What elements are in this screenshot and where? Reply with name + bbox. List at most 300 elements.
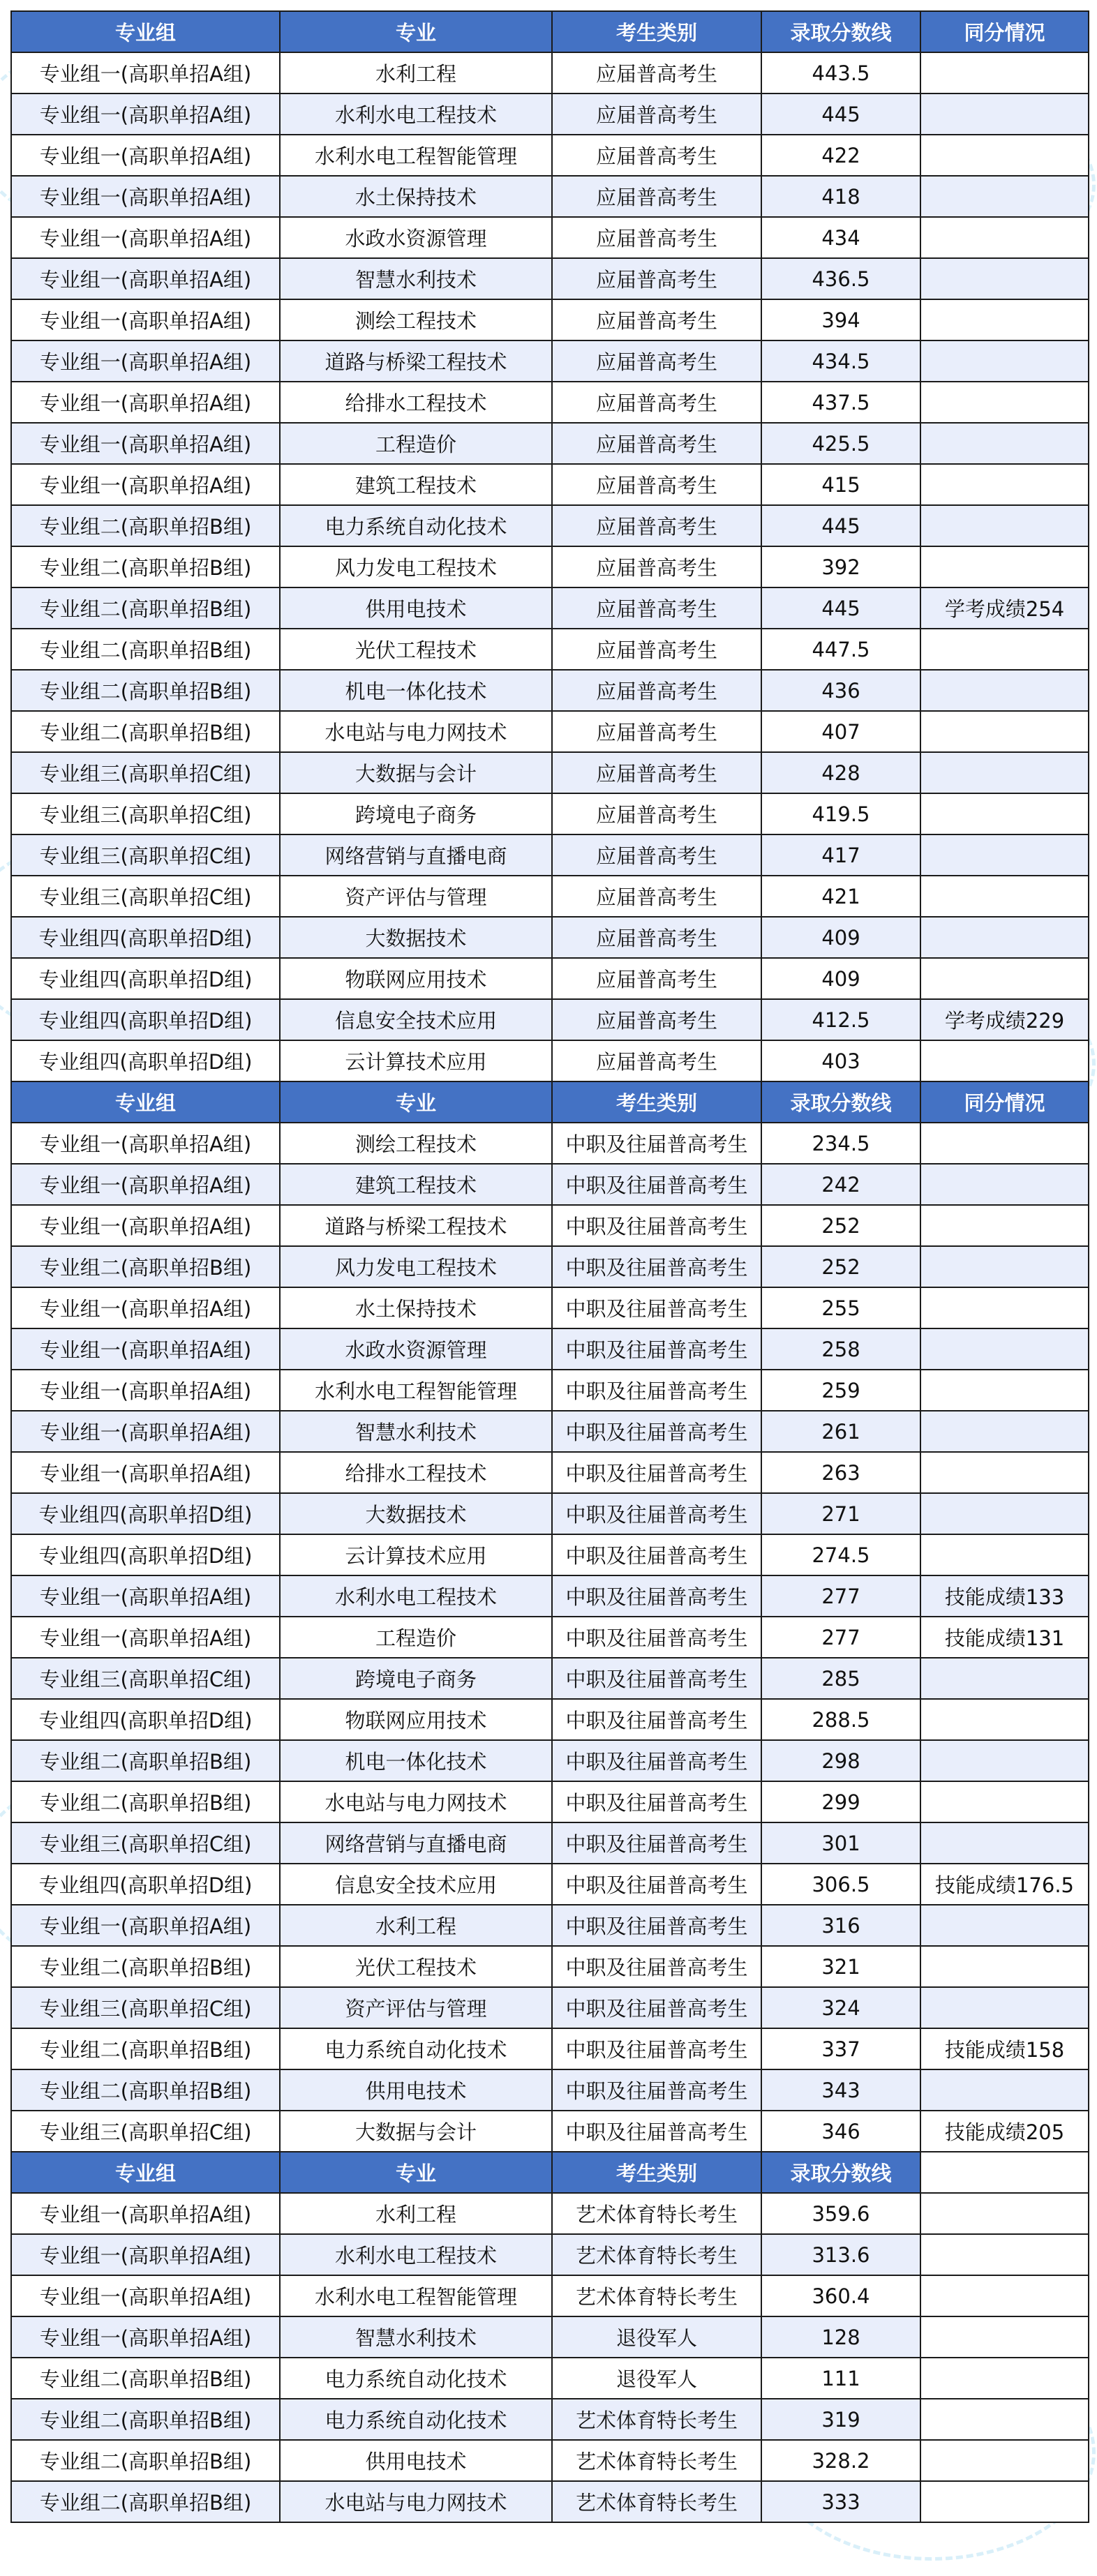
tie-cell xyxy=(920,834,1089,876)
tie-cell: 学考成绩229 xyxy=(920,999,1089,1040)
group-cell: 专业组一(高职单招A组) xyxy=(11,382,280,423)
major-cell: 智慧水利技术 xyxy=(280,258,552,299)
table-row xyxy=(11,752,1089,793)
score-cell: 301 xyxy=(761,1822,920,1864)
group-cell: 专业组二(高职单招B组) xyxy=(11,2399,280,2440)
group-cell: 专业组四(高职单招D组) xyxy=(11,1493,280,1534)
tie-cell xyxy=(920,1370,1089,1411)
major-cell: 建筑工程技术 xyxy=(280,1164,552,1205)
tie-cell xyxy=(920,1781,1089,1822)
major-cell: 机电一体化技术 xyxy=(280,670,552,711)
score-cell: 445 xyxy=(761,587,920,629)
category-cell: 应届普高考生 xyxy=(552,176,761,217)
table-row xyxy=(11,711,1089,752)
score-cell: 277 xyxy=(761,1575,920,1617)
group-cell: 专业组二(高职单招B组) xyxy=(11,2358,280,2399)
group-cell: 专业组一(高职单招A组) xyxy=(11,423,280,464)
category-cell: 中职及往届普高考生 xyxy=(552,1370,761,1411)
table-row xyxy=(11,1246,1089,1287)
tie-cell xyxy=(920,670,1089,711)
table-row xyxy=(11,2440,1089,2481)
score-cell: 306.5 xyxy=(761,1864,920,1905)
tie-cell xyxy=(920,423,1089,464)
tie-cell xyxy=(920,1205,1089,1246)
score-cell: 337 xyxy=(761,2028,920,2069)
group-cell: 专业组二(高职单招B组) xyxy=(11,670,280,711)
major-cell: 水利水电工程智能管理 xyxy=(280,135,552,176)
table-row xyxy=(11,217,1089,258)
tie-cell xyxy=(920,711,1089,752)
score-cell: 313.6 xyxy=(761,2234,920,2275)
group-cell: 专业组二(高职单招B组) xyxy=(11,505,280,546)
table-row xyxy=(11,382,1089,423)
table-row xyxy=(11,1493,1089,1534)
major-cell: 水电站与电力网技术 xyxy=(280,711,552,752)
group-cell: 专业组三(高职单招C组) xyxy=(11,793,280,834)
major-cell: 资产评估与管理 xyxy=(280,1987,552,2028)
category-cell: 中职及往届普高考生 xyxy=(552,1575,761,1617)
table-row xyxy=(11,1822,1089,1864)
table-row xyxy=(11,1164,1089,1205)
major-cell: 供用电技术 xyxy=(280,587,552,629)
tie-cell xyxy=(920,917,1089,958)
table-row xyxy=(11,917,1089,958)
major-cell: 水电站与电力网技术 xyxy=(280,2481,552,2522)
category-cell: 应届普高考生 xyxy=(552,793,761,834)
tie-cell: 技能成绩205 xyxy=(920,2111,1089,2152)
major-cell: 资产评估与管理 xyxy=(280,876,552,917)
tie-cell xyxy=(920,2481,1089,2522)
major-cell: 物联网应用技术 xyxy=(280,1699,552,1740)
major-cell: 工程造价 xyxy=(280,1617,552,1658)
major-cell: 水政水资源管理 xyxy=(280,1328,552,1370)
score-cell: 425.5 xyxy=(761,423,920,464)
table-row xyxy=(11,1946,1089,1987)
table-row xyxy=(11,2399,1089,2440)
group-cell: 专业组一(高职单招A组) xyxy=(11,1164,280,1205)
group-cell: 专业组二(高职单招B组) xyxy=(11,1740,280,1781)
major-cell: 大数据技术 xyxy=(280,1493,552,1534)
major-cell: 电力系统自动化技术 xyxy=(280,2028,552,2069)
table-row xyxy=(11,958,1089,999)
tie-cell xyxy=(920,382,1089,423)
major-cell: 光伏工程技术 xyxy=(280,629,552,670)
score-cell: 321 xyxy=(761,1946,920,1987)
table-row xyxy=(11,2111,1089,2152)
category-cell: 中职及往届普高考生 xyxy=(552,2111,761,2152)
score-cell: 434 xyxy=(761,217,920,258)
category-cell: 应届普高考生 xyxy=(552,93,761,135)
tie-cell xyxy=(920,2069,1089,2111)
column-header-score: 录取分数线 xyxy=(761,11,920,52)
group-cell: 专业组四(高职单招D组) xyxy=(11,1699,280,1740)
group-cell: 专业组一(高职单招A组) xyxy=(11,1411,280,1452)
score-cell: 234.5 xyxy=(761,1123,920,1164)
category-cell: 中职及往届普高考生 xyxy=(552,1493,761,1534)
category-cell: 中职及往届普高考生 xyxy=(552,1534,761,1575)
score-cell: 343 xyxy=(761,2069,920,2111)
category-cell: 中职及往届普高考生 xyxy=(552,1740,761,1781)
table-row xyxy=(11,2275,1089,2316)
tie-cell: 技能成绩176.5 xyxy=(920,1864,1089,1905)
table-row xyxy=(11,793,1089,834)
major-cell: 大数据与会计 xyxy=(280,752,552,793)
tie-cell xyxy=(920,2358,1089,2399)
tie-cell xyxy=(920,876,1089,917)
category-cell: 应届普高考生 xyxy=(552,423,761,464)
category-cell: 应届普高考生 xyxy=(552,629,761,670)
column-header-major: 专业 xyxy=(280,2152,552,2193)
category-cell: 应届普高考生 xyxy=(552,52,761,93)
section-header-row xyxy=(11,2152,1089,2193)
group-cell: 专业组四(高职单招D组) xyxy=(11,917,280,958)
tie-cell xyxy=(920,217,1089,258)
category-cell: 应届普高考生 xyxy=(552,670,761,711)
major-cell: 供用电技术 xyxy=(280,2440,552,2481)
category-cell: 应届普高考生 xyxy=(552,340,761,382)
group-cell: 专业组二(高职单招B组) xyxy=(11,2440,280,2481)
category-cell: 应届普高考生 xyxy=(552,999,761,1040)
category-cell: 中职及往届普高考生 xyxy=(552,1287,761,1328)
group-cell: 专业组二(高职单招B组) xyxy=(11,629,280,670)
table-row xyxy=(11,1370,1089,1411)
group-cell: 专业组一(高职单招A组) xyxy=(11,258,280,299)
tie-cell xyxy=(920,1987,1089,2028)
category-cell: 应届普高考生 xyxy=(552,587,761,629)
category-cell: 艺术体育特长考生 xyxy=(552,2234,761,2275)
category-cell: 应届普高考生 xyxy=(552,711,761,752)
tie-cell xyxy=(920,1123,1089,1164)
table-row xyxy=(11,1987,1089,2028)
group-cell: 专业组二(高职单招B组) xyxy=(11,1781,280,1822)
category-cell: 中职及往届普高考生 xyxy=(552,1411,761,1452)
tie-cell xyxy=(920,1905,1089,1946)
group-cell: 专业组一(高职单招A组) xyxy=(11,340,280,382)
tie-cell xyxy=(920,1699,1089,1740)
tie-cell xyxy=(920,1946,1089,1987)
tie-cell xyxy=(920,1040,1089,1081)
category-cell: 中职及往届普高考生 xyxy=(552,2069,761,2111)
category-cell: 艺术体育特长考生 xyxy=(552,2275,761,2316)
major-cell: 水利水电工程智能管理 xyxy=(280,2275,552,2316)
score-cell: 111 xyxy=(761,2358,920,2399)
category-cell: 中职及往届普高考生 xyxy=(552,1699,761,1740)
tie-cell xyxy=(920,2316,1089,2358)
score-cell: 445 xyxy=(761,505,920,546)
category-cell: 中职及往届普高考生 xyxy=(552,1822,761,1864)
table-row xyxy=(11,2481,1089,2522)
category-cell: 应届普高考生 xyxy=(552,1040,761,1081)
table-row xyxy=(11,464,1089,505)
score-cell: 417 xyxy=(761,834,920,876)
tie-cell xyxy=(920,1287,1089,1328)
major-cell: 云计算技术应用 xyxy=(280,1040,552,1081)
table-row xyxy=(11,1781,1089,1822)
group-cell: 专业组二(高职单招B组) xyxy=(11,2028,280,2069)
tie-cell xyxy=(920,958,1089,999)
table-row xyxy=(11,1699,1089,1740)
column-header-group: 专业组 xyxy=(11,1081,280,1123)
major-cell: 给排水工程技术 xyxy=(280,1452,552,1493)
score-cell: 277 xyxy=(761,1617,920,1658)
score-cell: 298 xyxy=(761,1740,920,1781)
group-cell: 专业组二(高职单招B组) xyxy=(11,2481,280,2522)
category-cell: 中职及往届普高考生 xyxy=(552,1946,761,1987)
score-cell: 285 xyxy=(761,1658,920,1699)
tie-cell xyxy=(920,93,1089,135)
table-row xyxy=(11,2028,1089,2069)
tie-cell xyxy=(920,2193,1089,2234)
group-cell: 专业组一(高职单招A组) xyxy=(11,1452,280,1493)
table-row xyxy=(11,876,1089,917)
tie-cell xyxy=(920,52,1089,93)
group-cell: 专业组三(高职单招C组) xyxy=(11,2111,280,2152)
table-row xyxy=(11,1740,1089,1781)
group-cell: 专业组三(高职单招C组) xyxy=(11,1658,280,1699)
category-cell: 应届普高考生 xyxy=(552,135,761,176)
table-row xyxy=(11,135,1089,176)
table-row xyxy=(11,1123,1089,1164)
score-cell: 252 xyxy=(761,1246,920,1287)
section-header-row xyxy=(11,11,1089,52)
category-cell: 中职及往届普高考生 xyxy=(552,1658,761,1699)
major-cell: 网络营销与直播电商 xyxy=(280,1822,552,1864)
column-header-major: 专业 xyxy=(280,11,552,52)
major-cell: 大数据技术 xyxy=(280,917,552,958)
category-cell: 中职及往届普高考生 xyxy=(552,1987,761,2028)
major-cell: 跨境电子商务 xyxy=(280,793,552,834)
category-cell: 中职及往届普高考生 xyxy=(552,1246,761,1287)
group-cell: 专业组一(高职单招A组) xyxy=(11,464,280,505)
score-cell: 359.6 xyxy=(761,2193,920,2234)
major-cell: 水利水电工程智能管理 xyxy=(280,1370,552,1411)
major-cell: 道路与桥梁工程技术 xyxy=(280,340,552,382)
group-cell: 专业组一(高职单招A组) xyxy=(11,1205,280,1246)
column-header-tie: 同分情况 xyxy=(920,1081,1089,1123)
category-cell: 中职及往届普高考生 xyxy=(552,1123,761,1164)
column-header-score: 录取分数线 xyxy=(761,1081,920,1123)
major-cell: 水土保持技术 xyxy=(280,1287,552,1328)
group-cell: 专业组一(高职单招A组) xyxy=(11,217,280,258)
major-cell: 建筑工程技术 xyxy=(280,464,552,505)
group-cell: 专业组一(高职单招A组) xyxy=(11,1287,280,1328)
group-cell: 专业组一(高职单招A组) xyxy=(11,2193,280,2234)
group-cell: 专业组一(高职单招A组) xyxy=(11,1328,280,1370)
tie-cell xyxy=(920,2440,1089,2481)
tie-cell xyxy=(920,793,1089,834)
major-cell: 水利水电工程技术 xyxy=(280,2234,552,2275)
major-cell: 风力发电工程技术 xyxy=(280,546,552,587)
category-cell: 艺术体育特长考生 xyxy=(552,2440,761,2481)
category-cell: 应届普高考生 xyxy=(552,546,761,587)
group-cell: 专业组一(高职单招A组) xyxy=(11,1905,280,1946)
score-cell: 288.5 xyxy=(761,1699,920,1740)
group-cell: 专业组一(高职单招A组) xyxy=(11,52,280,93)
tie-cell xyxy=(920,299,1089,340)
table-row xyxy=(11,2193,1089,2234)
category-cell: 艺术体育特长考生 xyxy=(552,2399,761,2440)
major-cell: 工程造价 xyxy=(280,423,552,464)
category-cell: 应届普高考生 xyxy=(552,917,761,958)
major-cell: 道路与桥梁工程技术 xyxy=(280,1205,552,1246)
category-cell: 应届普高考生 xyxy=(552,464,761,505)
score-cell: 409 xyxy=(761,958,920,999)
table-row xyxy=(11,1617,1089,1658)
table-row xyxy=(11,1328,1089,1370)
score-cell: 324 xyxy=(761,1987,920,2028)
tie-cell xyxy=(920,464,1089,505)
group-cell: 专业组四(高职单招D组) xyxy=(11,1534,280,1575)
tie-cell xyxy=(920,1534,1089,1575)
score-cell: 415 xyxy=(761,464,920,505)
score-cell: 443.5 xyxy=(761,52,920,93)
score-cell: 242 xyxy=(761,1164,920,1205)
major-cell: 水电站与电力网技术 xyxy=(280,1781,552,1822)
group-cell: 专业组二(高职单招B组) xyxy=(11,1246,280,1287)
score-cell: 328.2 xyxy=(761,2440,920,2481)
tie-cell xyxy=(920,2234,1089,2275)
tie-cell xyxy=(920,505,1089,546)
category-cell: 中职及往届普高考生 xyxy=(552,1452,761,1493)
table-row xyxy=(11,2316,1089,2358)
tie-cell xyxy=(920,1452,1089,1493)
score-cell: 346 xyxy=(761,2111,920,2152)
tie-cell xyxy=(920,546,1089,587)
score-cell: 255 xyxy=(761,1287,920,1328)
table-row xyxy=(11,340,1089,382)
category-cell: 艺术体育特长考生 xyxy=(552,2193,761,2234)
column-header-group: 专业组 xyxy=(11,2152,280,2193)
score-cell: 409 xyxy=(761,917,920,958)
category-cell: 艺术体育特长考生 xyxy=(552,2481,761,2522)
major-cell: 大数据与会计 xyxy=(280,2111,552,2152)
category-cell: 应届普高考生 xyxy=(552,505,761,546)
group-cell: 专业组三(高职单招C组) xyxy=(11,752,280,793)
table-row xyxy=(11,1864,1089,1905)
column-header-tie: 同分情况 xyxy=(920,11,1089,52)
column-header-score: 录取分数线 xyxy=(761,2152,920,2193)
score-cell: 434.5 xyxy=(761,340,920,382)
score-cell: 259 xyxy=(761,1370,920,1411)
major-cell: 光伏工程技术 xyxy=(280,1946,552,1987)
category-cell: 应届普高考生 xyxy=(552,217,761,258)
group-cell: 专业组一(高职单招A组) xyxy=(11,135,280,176)
group-cell: 专业组三(高职单招C组) xyxy=(11,834,280,876)
group-cell: 专业组三(高职单招C组) xyxy=(11,876,280,917)
column-header-major: 专业 xyxy=(280,1081,552,1123)
group-cell: 专业组一(高职单招A组) xyxy=(11,93,280,135)
score-cell: 128 xyxy=(761,2316,920,2358)
column-header-tie xyxy=(920,2152,1089,2193)
group-cell: 专业组一(高职单招A组) xyxy=(11,176,280,217)
table-row xyxy=(11,1575,1089,1617)
group-cell: 专业组四(高职单招D组) xyxy=(11,999,280,1040)
tie-cell: 技能成绩158 xyxy=(920,2028,1089,2069)
table-body xyxy=(11,11,1089,2522)
table-row xyxy=(11,2069,1089,2111)
category-cell: 中职及往届普高考生 xyxy=(552,1617,761,1658)
tie-cell xyxy=(920,1658,1089,1699)
score-cell: 407 xyxy=(761,711,920,752)
major-cell: 智慧水利技术 xyxy=(280,2316,552,2358)
tie-cell xyxy=(920,1246,1089,1287)
category-cell: 应届普高考生 xyxy=(552,258,761,299)
major-cell: 电力系统自动化技术 xyxy=(280,2358,552,2399)
table-row xyxy=(11,299,1089,340)
score-cell: 428 xyxy=(761,752,920,793)
major-cell: 水利水电工程技术 xyxy=(280,1575,552,1617)
major-cell: 水利工程 xyxy=(280,2193,552,2234)
score-cell: 263 xyxy=(761,1452,920,1493)
score-cell: 419.5 xyxy=(761,793,920,834)
tie-cell xyxy=(920,258,1089,299)
major-cell: 水土保持技术 xyxy=(280,176,552,217)
table-row xyxy=(11,1205,1089,1246)
score-cell: 421 xyxy=(761,876,920,917)
column-header-category: 考生类别 xyxy=(552,1081,761,1123)
group-cell: 专业组一(高职单招A组) xyxy=(11,1123,280,1164)
score-cell: 412.5 xyxy=(761,999,920,1040)
score-cell: 418 xyxy=(761,176,920,217)
score-cell: 252 xyxy=(761,1205,920,1246)
score-cell: 261 xyxy=(761,1411,920,1452)
score-cell: 333 xyxy=(761,2481,920,2522)
score-cell: 445 xyxy=(761,93,920,135)
section-header-row xyxy=(11,1081,1089,1123)
category-cell: 应届普高考生 xyxy=(552,299,761,340)
column-header-category: 考生类别 xyxy=(552,11,761,52)
tie-cell xyxy=(920,1411,1089,1452)
tie-cell: 技能成绩131 xyxy=(920,1617,1089,1658)
major-cell: 电力系统自动化技术 xyxy=(280,2399,552,2440)
group-cell: 专业组二(高职单招B组) xyxy=(11,711,280,752)
score-cell: 447.5 xyxy=(761,629,920,670)
table-row xyxy=(11,1534,1089,1575)
major-cell: 给排水工程技术 xyxy=(280,382,552,423)
group-cell: 专业组四(高职单招D组) xyxy=(11,1864,280,1905)
major-cell: 信息安全技术应用 xyxy=(280,999,552,1040)
category-cell: 应届普高考生 xyxy=(552,876,761,917)
group-cell: 专业组一(高职单招A组) xyxy=(11,1617,280,1658)
table-row xyxy=(11,546,1089,587)
score-cell: 271 xyxy=(761,1493,920,1534)
major-cell: 跨境电子商务 xyxy=(280,1658,552,1699)
group-cell: 专业组一(高职单招A组) xyxy=(11,2234,280,2275)
tie-cell xyxy=(920,176,1089,217)
category-cell: 中职及往届普高考生 xyxy=(552,2028,761,2069)
column-header-group: 专业组 xyxy=(11,11,280,52)
score-cell: 436.5 xyxy=(761,258,920,299)
table-row xyxy=(11,1287,1089,1328)
category-cell: 中职及往届普高考生 xyxy=(552,1328,761,1370)
group-cell: 专业组一(高职单招A组) xyxy=(11,2316,280,2358)
major-cell: 云计算技术应用 xyxy=(280,1534,552,1575)
tie-cell: 技能成绩133 xyxy=(920,1575,1089,1617)
score-cell: 437.5 xyxy=(761,382,920,423)
group-cell: 专业组二(高职单招B组) xyxy=(11,1946,280,1987)
score-cell: 392 xyxy=(761,546,920,587)
admission-score-table xyxy=(10,10,1089,2523)
major-cell: 水利工程 xyxy=(280,1905,552,1946)
tie-cell xyxy=(920,629,1089,670)
table-row xyxy=(11,505,1089,546)
table-row xyxy=(11,52,1089,93)
tie-cell xyxy=(920,1493,1089,1534)
major-cell: 水利水电工程技术 xyxy=(280,93,552,135)
column-header-category: 考生类别 xyxy=(552,2152,761,2193)
major-cell: 测绘工程技术 xyxy=(280,299,552,340)
score-cell: 394 xyxy=(761,299,920,340)
